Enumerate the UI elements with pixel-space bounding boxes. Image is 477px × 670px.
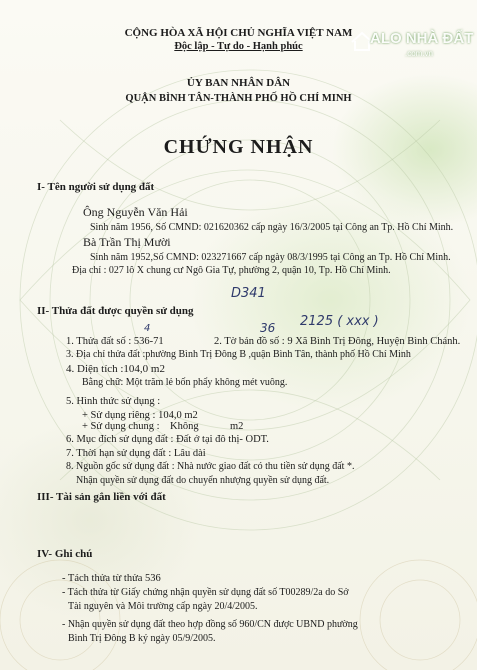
watermark-brand: ALO NHÀ ĐẤT <box>370 30 474 47</box>
usage-private: + Sử dụng riêng : 104,0 m2 <box>82 410 198 421</box>
note-3-continued: Bình Trị Đông B ký ngày 05/9/2005. <box>68 633 216 644</box>
note-2-continued: Tài nguyên và Môi trường cấp ngày 20/4/2005. <box>68 601 258 612</box>
section-1-heading: I- Tên người sử dụng đất <box>37 181 155 193</box>
note-3: - Nhận quyền sử dụng đất theo hợp đồng số 960/CN được UBND phường <box>62 619 358 630</box>
section-4-heading: IV- Ghi chú <box>37 548 93 560</box>
handwritten-note-2: 36 <box>260 321 276 335</box>
land-use-term: 7. Thời hạn sử dụng đất : Lâu dài <box>66 448 206 459</box>
owner-2-name: Bà Trần Thị Mười <box>83 235 171 249</box>
owner-2-info: Sinh năm 1952,Số CMND: 023271667 cấp ngày 08/3/1995 tại Công an Tp. Hồ Chí Minh. <box>90 252 451 263</box>
usage-common-unit: m2 <box>230 421 244 432</box>
land-origin-detail: Nhận quyền sử dụng đất do chuyển nhượng quyền sử dụng đất. <box>76 475 330 486</box>
note-1: - Tách thửa từ thửa 536 <box>62 573 161 584</box>
parcel-address: 3. Địa chỉ thửa đất :phường Bình Trị Đông B ,quận Bình Tân, thành phố Hồ Chí Minh <box>66 349 411 360</box>
owner-1-info: Sinh năm 1956, Số CMND: 021620362 cấp ngày 16/3/2005 tại Công an Tp. Hồ Chí Minh. <box>90 222 454 233</box>
section-2-heading: II- Thửa đất được quyền sử dụng <box>37 305 194 317</box>
parcel-area: 4. Diện tích :104,0 m2 <box>66 363 165 375</box>
handwritten-note-3: 2125 ( xxx ) <box>300 314 379 329</box>
map-sheet: 2. Tờ bản đồ số : 9 Xã Bình Trị Đông, Huyện Bình Chánh. <box>214 336 461 347</box>
note-2: - Tách thửa từ Giấy chứng nhận quyền sử dụng đất số T00289/2a do Sở <box>62 587 349 598</box>
national-title: CỘNG HÒA XÃ HỘI CHỦ NGHĨA VIỆT NAM <box>124 27 353 39</box>
usage-form: 5. Hình thức sử dụng : <box>66 396 161 407</box>
section-3-heading: III- Tài sản gắn liền với đất <box>37 491 166 503</box>
issuing-district: QUẬN BÌNH TÂN-THÀNH PHỐ HỒ CHÍ MINH <box>125 93 352 104</box>
handwritten-note-1: D341 <box>231 286 266 301</box>
land-origin: 8. Nguồn gốc sử dụng đất : Nhà nước giao đất có thu tiền sử dụng đất *. <box>66 461 355 472</box>
handwritten-note-4: 4 <box>144 323 151 334</box>
land-use-purpose: 6. Mục đích sử dụng đất : Đất ở tại đô thị- ODT. <box>66 434 269 445</box>
watermark-domain: .com.vn <box>405 49 434 58</box>
document-title: CHỨNG NHẬN <box>163 136 314 158</box>
parcel-number: 1. Thửa đất số : 536-71 <box>66 336 164 347</box>
usage-common-value: Không <box>170 421 199 432</box>
issuing-authority: ỦY BAN NHÂN DÂN <box>186 77 291 89</box>
owner-1-name: Ông Nguyễn Văn Hải <box>83 205 188 219</box>
national-motto: Độc lập - Tự do - Hạnh phúc <box>174 41 303 52</box>
owner-address: Địa chỉ : 027 lô X chung cư Ngô Gia Tự, phường 2, quận 10, Tp. Hồ Chí Minh. <box>72 265 391 276</box>
parcel-area-words: Bằng chữ: Một trăm lẻ bốn phẩy không mét vuông. <box>82 377 288 388</box>
usage-common-label: + Sử dụng chung : <box>82 421 160 432</box>
